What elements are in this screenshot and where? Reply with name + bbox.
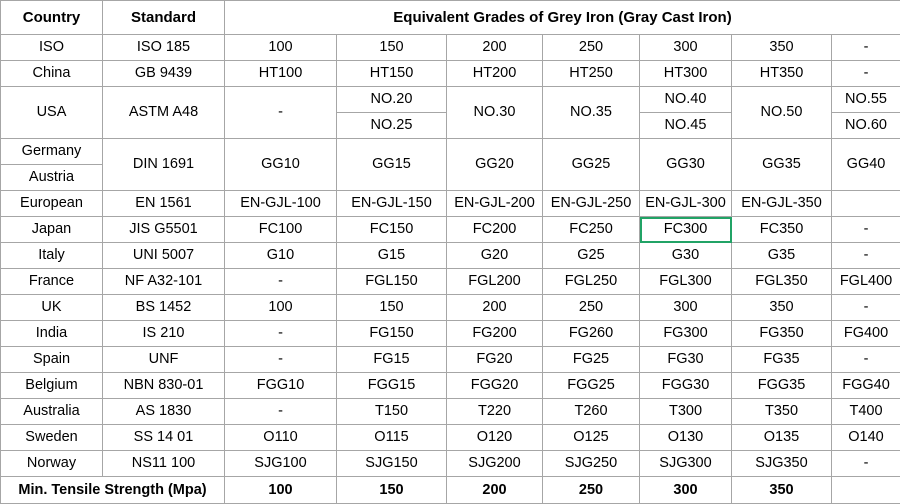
- cell-grade[interactable]: 300: [640, 35, 732, 61]
- cell-grade[interactable]: FG200: [447, 321, 543, 347]
- cell-grade[interactable]: FGG20: [447, 373, 543, 399]
- table-row-france: [1, 269, 900, 295]
- cell-grade[interactable]: FG30: [640, 347, 732, 373]
- cell-grade[interactable]: -: [832, 451, 900, 477]
- cell-country[interactable]: France: [1, 269, 103, 295]
- cell-grade[interactable]: FGL200: [447, 269, 543, 295]
- cell-grade[interactable]: HT150: [337, 61, 447, 87]
- cell-grade[interactable]: FGG15: [337, 373, 447, 399]
- cell-grade[interactable]: -: [832, 243, 900, 269]
- cell-standard[interactable]: EN 1561: [103, 191, 225, 217]
- cell-grade[interactable]: FGG10: [225, 373, 337, 399]
- cell-country[interactable]: Belgium: [1, 373, 103, 399]
- cell-grade[interactable]: 350: [732, 295, 832, 321]
- cell-grade[interactable]: FGG25: [543, 373, 640, 399]
- cell-grade[interactable]: FG20: [447, 347, 543, 373]
- cell-grade[interactable]: FGL350: [732, 269, 832, 295]
- cell-grade[interactable]: T300: [640, 399, 732, 425]
- cell-grade[interactable]: FC350: [732, 217, 832, 243]
- cell-grade[interactable]: FGL300: [640, 269, 732, 295]
- cell-strength[interactable]: 250: [543, 477, 640, 504]
- cell-grade[interactable]: 250: [543, 295, 640, 321]
- cell-grade[interactable]: NO.50: [732, 87, 832, 139]
- cell-grade[interactable]: 300: [640, 295, 732, 321]
- cell-grade[interactable]: EN-GJL-300: [640, 191, 732, 217]
- cell-standard[interactable]: JIS G5501: [103, 217, 225, 243]
- cell-grade[interactable]: O130: [640, 425, 732, 451]
- cell-grade[interactable]: G10: [225, 243, 337, 269]
- table-row-usa: [1, 87, 900, 113]
- cell-grade[interactable]: FGG35: [732, 373, 832, 399]
- cell-grade[interactable]: NO.55: [832, 87, 900, 113]
- cell-grade[interactable]: FGG40: [832, 373, 900, 399]
- header-row: [1, 1, 900, 35]
- cell-standard[interactable]: SS 14 01: [103, 425, 225, 451]
- cell-grade[interactable]: 150: [337, 295, 447, 321]
- cell-grade[interactable]: FC200: [447, 217, 543, 243]
- cell-standard[interactable]: BS 1452: [103, 295, 225, 321]
- cell-grade[interactable]: GG25: [543, 139, 640, 191]
- cell-grade[interactable]: FG35: [732, 347, 832, 373]
- cell-standard[interactable]: NBN 830-01: [103, 373, 225, 399]
- cell-grade[interactable]: FG150: [337, 321, 447, 347]
- cell-grade[interactable]: O120: [447, 425, 543, 451]
- cell-country[interactable]: ISO: [1, 35, 103, 61]
- header-standard[interactable]: Standard: [103, 1, 225, 35]
- cell-grade[interactable]: EN-GJL-200: [447, 191, 543, 217]
- cell-grade[interactable]: G30: [640, 243, 732, 269]
- cell-grade[interactable]: T400: [832, 399, 900, 425]
- cell-grade[interactable]: EN-GJL-350: [732, 191, 832, 217]
- table-row-italy: [1, 243, 900, 269]
- cell-grade[interactable]: FGL150: [337, 269, 447, 295]
- cell-standard[interactable]: NS11 100: [103, 451, 225, 477]
- cell-grade[interactable]: T260: [543, 399, 640, 425]
- table-row-iso: [1, 35, 900, 61]
- cell-grade[interactable]: SJG250: [543, 451, 640, 477]
- cell-country[interactable]: USA: [1, 87, 103, 139]
- cell-grade[interactable]: NO.30: [447, 87, 543, 139]
- cell-grade[interactable]: FC250: [543, 217, 640, 243]
- cell-grade[interactable]: NO.45: [640, 113, 732, 139]
- cell-grade[interactable]: [832, 191, 900, 217]
- cell-country[interactable]: Japan: [1, 217, 103, 243]
- cell-standard[interactable]: IS 210: [103, 321, 225, 347]
- cell-grade[interactable]: FGL400: [832, 269, 900, 295]
- cell-grade[interactable]: FC150: [337, 217, 447, 243]
- cell-grade[interactable]: FG15: [337, 347, 447, 373]
- cell-standard[interactable]: ISO 185: [103, 35, 225, 61]
- cell-country[interactable]: Australia: [1, 399, 103, 425]
- table-row-european: [1, 191, 900, 217]
- cell-grade[interactable]: NO.35: [543, 87, 640, 139]
- cell-grade[interactable]: HT350: [732, 61, 832, 87]
- cell-grade[interactable]: SJG200: [447, 451, 543, 477]
- cell-grade[interactable]: FG400: [832, 321, 900, 347]
- cell-grade[interactable]: -: [225, 347, 337, 373]
- cell-standard[interactable]: GB 9439: [103, 61, 225, 87]
- cell-grade[interactable]: HT250: [543, 61, 640, 87]
- cell-grade[interactable]: O135: [732, 425, 832, 451]
- cell-strength[interactable]: 150: [337, 477, 447, 504]
- selected-cell[interactable]: FC300: [640, 217, 732, 243]
- cell-grade[interactable]: SJG100: [225, 451, 337, 477]
- cell-grade[interactable]: SJG300: [640, 451, 732, 477]
- cell-grade[interactable]: 100: [225, 295, 337, 321]
- cell-country[interactable]: Germany: [1, 139, 103, 165]
- cell-grade[interactable]: O110: [225, 425, 337, 451]
- cell-grade[interactable]: O140: [832, 425, 900, 451]
- cell-grade[interactable]: -: [832, 217, 900, 243]
- cell-country[interactable]: European: [1, 191, 103, 217]
- cell-country[interactable]: Norway: [1, 451, 103, 477]
- table-row-belgium: [1, 373, 900, 399]
- cell-standard[interactable]: ASTM A48: [103, 87, 225, 139]
- cell-grade[interactable]: -: [225, 321, 337, 347]
- cell-grade[interactable]: HT200: [447, 61, 543, 87]
- table-row-min-tensile-strength: [1, 477, 900, 504]
- cell-country[interactable]: China: [1, 61, 103, 87]
- table-row-norway: [1, 451, 900, 477]
- cell-strength[interactable]: 100: [225, 477, 337, 504]
- cell-grade[interactable]: FG260: [543, 321, 640, 347]
- cell-grade[interactable]: 350: [732, 35, 832, 61]
- cell-country[interactable]: Sweden: [1, 425, 103, 451]
- cell-grade[interactable]: GG30: [640, 139, 732, 191]
- cell-grade[interactable]: NO.20: [337, 87, 447, 113]
- cell-grade[interactable]: HT100: [225, 61, 337, 87]
- cell-grade[interactable]: EN-GJL-250: [543, 191, 640, 217]
- cell-grade[interactable]: -: [225, 87, 337, 139]
- table-row-sweden: [1, 425, 900, 451]
- cell-grade[interactable]: 150: [337, 35, 447, 61]
- cell-grade[interactable]: NO.40: [640, 87, 732, 113]
- cell-standard[interactable]: UNF: [103, 347, 225, 373]
- cell-grade[interactable]: NO.60: [832, 113, 900, 139]
- cell-grade[interactable]: G20: [447, 243, 543, 269]
- cell-grade[interactable]: FG25: [543, 347, 640, 373]
- cell-standard[interactable]: UNI 5007: [103, 243, 225, 269]
- table-row-australia: [1, 399, 900, 425]
- cell-grade[interactable]: FGG30: [640, 373, 732, 399]
- cell-country[interactable]: UK: [1, 295, 103, 321]
- cell-grade[interactable]: EN-GJL-100: [225, 191, 337, 217]
- cell-grade[interactable]: GG35: [732, 139, 832, 191]
- cell-grade[interactable]: 200: [447, 35, 543, 61]
- cell-grade[interactable]: FC100: [225, 217, 337, 243]
- cell-grade[interactable]: EN-GJL-150: [337, 191, 447, 217]
- cell-strength[interactable]: 350: [732, 477, 832, 504]
- table-row-germany: [1, 139, 900, 165]
- cell-country[interactable]: Italy: [1, 243, 103, 269]
- cell-grade[interactable]: FGL250: [543, 269, 640, 295]
- cell-country[interactable]: India: [1, 321, 103, 347]
- cell-grade[interactable]: G35: [732, 243, 832, 269]
- cell-grade[interactable]: G15: [337, 243, 447, 269]
- cell-grade[interactable]: -: [225, 399, 337, 425]
- cell-grade[interactable]: 250: [543, 35, 640, 61]
- cell-strength[interactable]: 300: [640, 477, 732, 504]
- cell-grade[interactable]: GG10: [225, 139, 337, 191]
- header-grades[interactable]: Equivalent Grades of Grey Iron (Gray Cast Iron): [225, 1, 900, 35]
- cell-grade[interactable]: -: [225, 269, 337, 295]
- cell-grade[interactable]: HT300: [640, 61, 732, 87]
- cell-grade[interactable]: SJG150: [337, 451, 447, 477]
- cell-grade[interactable]: NO.25: [337, 113, 447, 139]
- cell-grade[interactable]: O125: [543, 425, 640, 451]
- cell-grade[interactable]: O115: [337, 425, 447, 451]
- cell-country[interactable]: Austria: [1, 165, 103, 191]
- cell-strength[interactable]: [832, 477, 900, 504]
- table-row-japan: [1, 217, 900, 243]
- cell-country[interactable]: Spain: [1, 347, 103, 373]
- cell-standard[interactable]: AS 1830: [103, 399, 225, 425]
- cell-grade[interactable]: -: [832, 61, 900, 87]
- table-row-india: [1, 321, 900, 347]
- cell-grade[interactable]: SJG350: [732, 451, 832, 477]
- cell-strength[interactable]: 200: [447, 477, 543, 504]
- cell-grade[interactable]: -: [832, 347, 900, 373]
- cell-grade[interactable]: FG350: [732, 321, 832, 347]
- cell-grade[interactable]: T150: [337, 399, 447, 425]
- footer-label[interactable]: Min. Tensile Strength (Mpa): [1, 477, 225, 504]
- table-row-uk: [1, 295, 900, 321]
- table-row-spain: [1, 347, 900, 373]
- header-country[interactable]: Country: [1, 1, 103, 35]
- cell-grade[interactable]: -: [832, 295, 900, 321]
- cell-grade[interactable]: FG300: [640, 321, 732, 347]
- cell-standard[interactable]: NF A32-101: [103, 269, 225, 295]
- cell-grade[interactable]: GG15: [337, 139, 447, 191]
- cell-standard[interactable]: DIN 1691: [103, 139, 225, 191]
- cell-grade[interactable]: 200: [447, 295, 543, 321]
- table-row-china: [1, 61, 900, 87]
- cell-grade[interactable]: 100: [225, 35, 337, 61]
- cell-grade[interactable]: G25: [543, 243, 640, 269]
- cell-grade[interactable]: GG20: [447, 139, 543, 191]
- cell-grade[interactable]: GG40: [832, 139, 900, 191]
- cell-grade[interactable]: T350: [732, 399, 832, 425]
- cell-grade[interactable]: -: [832, 35, 900, 61]
- cell-grade[interactable]: T220: [447, 399, 543, 425]
